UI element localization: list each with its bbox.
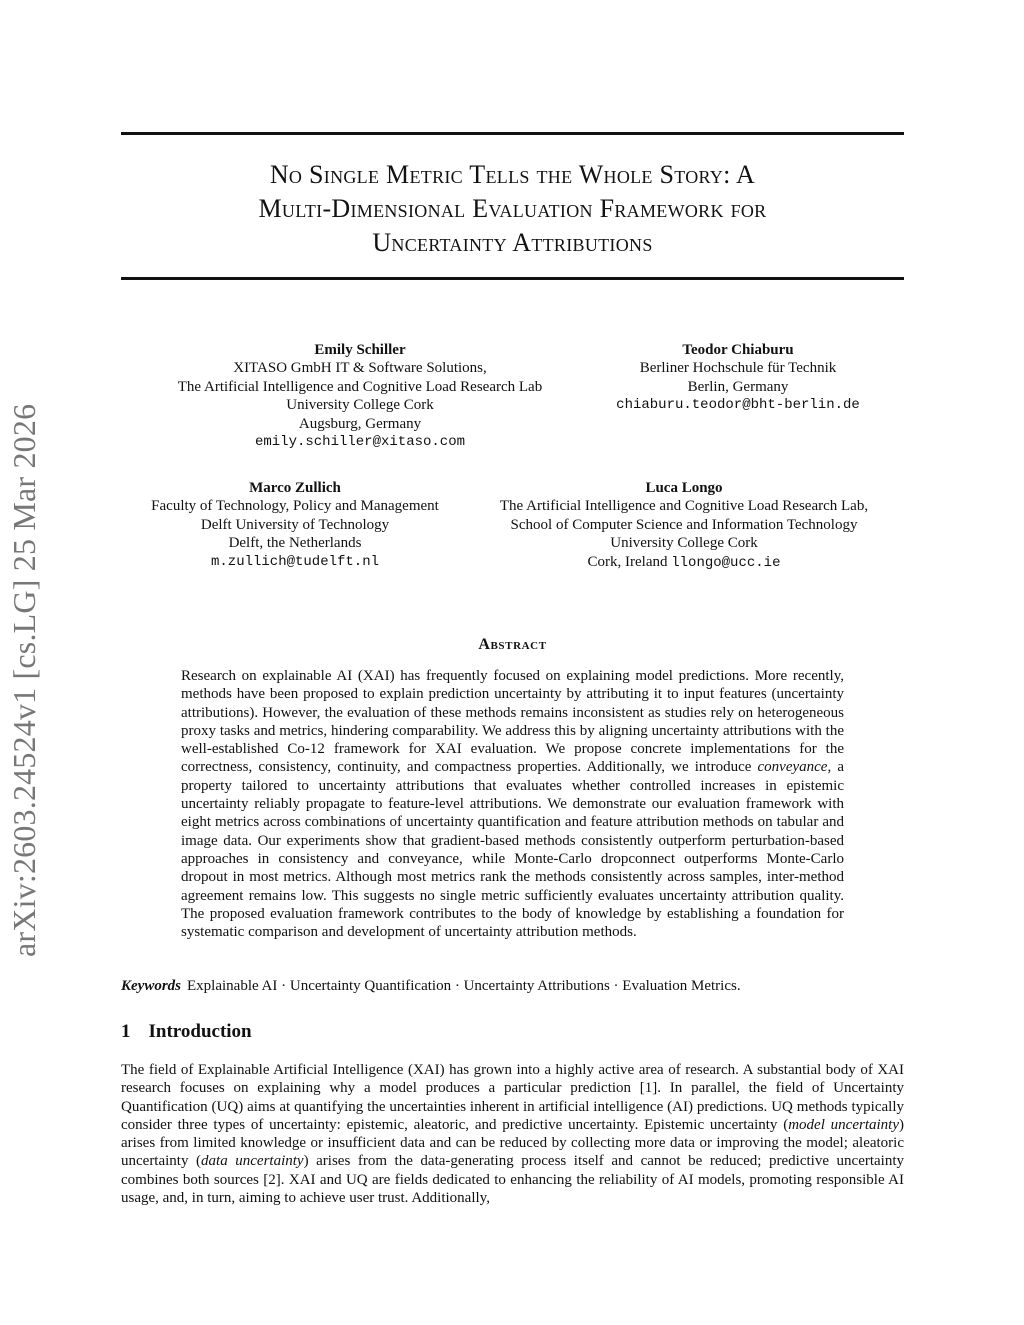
author-name: Marco Zullich <box>249 480 341 496</box>
abstract-body <box>181 667 844 941</box>
paper-title <box>121 158 904 260</box>
author-email: m.zullich@tudelft.nl <box>210 553 380 570</box>
author-block-chiaburu <box>600 341 876 415</box>
author-location-email <box>466 553 902 572</box>
paper-title-line-2: Multi-Dimensional Evaluation Framework for <box>258 194 767 223</box>
author-affiliation: The Artificial Intelligence and Cognitive Load Research Lab <box>177 378 543 395</box>
author-affiliation: Augsburg, Germany <box>298 415 422 432</box>
intro-text: ) arises from limited knowledge or insufficient data and can be reduced by collecting more data or improving the model; aleatoric uncertainty ( <box>121 1116 904 1170</box>
author-affiliation: XITASO GmbH IT & Software Solutions, <box>233 360 487 377</box>
paper-title-line-3: Uncertainty Attributions <box>372 228 653 257</box>
author-affiliation: University College Cork <box>610 535 758 552</box>
author-name: Teodor Chiaburu <box>682 342 794 358</box>
intro-emphasis: model uncertainty <box>788 1116 899 1133</box>
author-block-longo <box>466 479 902 572</box>
title-rule-top <box>121 132 904 135</box>
section-number: 1 <box>121 1021 131 1042</box>
intro-text: The field of Explainable Artificial Intelligence (XAI) has grown into a highly active area of research. A substantial body of XAI research focuses on explaining why a model produces a particular prediction [1]. In parallel, the field of Uncertainty Quantification (UQ) aims at quantifying the uncertainties inherent in artificial intelligence (AI) predictions. UQ methods typically consider three types of uncertainty: epistemic, aleatoric, and predictive uncertainty. Epistemic uncertainty ( <box>121 1062 904 1133</box>
author-affiliation: University College Cork <box>286 397 434 414</box>
author-email: emily.schiller@xitaso.com <box>254 434 466 451</box>
author-affiliation: Faculty of Technology, Policy and Management <box>151 498 439 515</box>
section-heading <box>121 1021 252 1043</box>
author-affiliation: School of Computer Science and Information Technology <box>510 516 858 533</box>
author-affiliation: Delft, the Netherlands <box>228 535 362 552</box>
author-location: Cork, Ireland <box>587 553 668 570</box>
paper-title-line-1: No Single Metric Tells the Whole Story: A <box>269 160 756 189</box>
abstract-heading: Abstract <box>478 636 547 653</box>
intro-paragraph <box>121 1061 904 1207</box>
author-email: chiaburu.teodor@bht-berlin.de <box>616 397 860 414</box>
abstract-text: , a property tailored to uncertainty attributions that evaluates whether controlled increases in epistemic uncertainty reliably propagate to feature-level attributions. We demonstrate our evaluation framework with eight metrics across combinations of uncertainty quantification and feature attribution methods on tabular and image data. Our experiments show that gradient-based methods consistently outperform perturbation-based approaches in consistency and conveyance, while Monte-Carlo dropconnect outperforms Monte-Carlo dropout in most metrics. Although most metrics rank the methods consistently across samples, inter-method agreement remains low. This suggests no single metric sufficiently evaluates uncertainty attribution quality. The proposed evaluation framework contributes to the body of knowledge by establishing a foundation for systematic comparison and development of uncertainty attribution methods. <box>181 759 844 941</box>
author-affiliation: Berlin, Germany <box>687 378 789 395</box>
keywords-label: Keywords <box>121 978 181 994</box>
author-name: Emily Schiller <box>314 342 406 358</box>
intro-text: ) arises from the data-generating process itself and cannot be reduced; predictive uncertainty combines both sources [2]. XAI and UQ are fields dedicated to enhancing the reliability of AI models, promoting responsible AI usage, and, in turn, aiming to achieve user trust. Additionally, <box>121 1153 905 1207</box>
author-block-schiller <box>140 341 580 451</box>
abstract-text: Research on explainable AI (XAI) has frequently focused on explaining model predictions. More recently, methods have been proposed to explain prediction uncertainty by attributing it to input features (uncertainty attributions). However, the evaluation of these methods remains inconsistent as studies rely on heterogeneous proxy tasks and metrics, hindering comparability. We address this by aligning uncertainty attributions with the well-established Co-12 framework for XAI evaluation. We propose concrete implementations for the correctness, consistency, continuity, and compactness properties. Additionally, we introduce <box>181 668 844 776</box>
title-rule-bottom <box>121 277 904 280</box>
author-affiliation: Berliner Hochschule für Technik <box>639 360 837 377</box>
keywords <box>121 977 904 995</box>
arxiv-sidebar-stamp: arXiv:2603.24524v1 [cs.LG] 25 Mar 2026 <box>6 403 42 957</box>
author-name: Luca Longo <box>645 480 723 496</box>
author-email: llongo@ucc.ie <box>671 554 781 571</box>
author-affiliation: The Artificial Intelligence and Cognitive Load Research Lab, <box>499 498 869 515</box>
section-title: Introduction <box>148 1021 252 1042</box>
abstract-emphasis: conveyance <box>757 759 828 776</box>
keywords-text: Explainable AI · Uncertainty Quantification · Uncertainty Attributions · Evaluation Metrics. <box>187 978 741 994</box>
author-affiliation: Delft University of Technology <box>200 516 390 533</box>
author-block-zullich <box>120 479 470 571</box>
intro-emphasis: data uncertainty <box>201 1153 304 1170</box>
